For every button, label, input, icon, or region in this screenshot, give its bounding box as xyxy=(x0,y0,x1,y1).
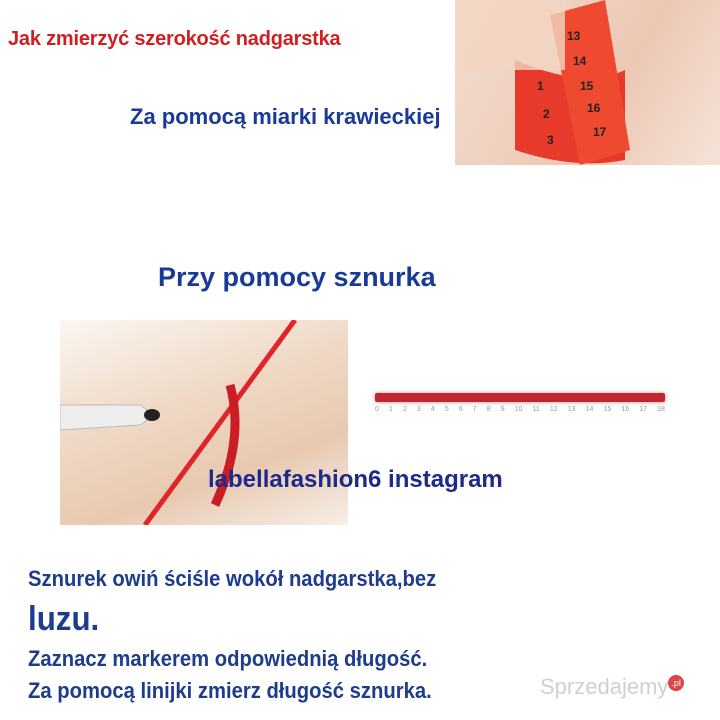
ruler-tick-label: 15 xyxy=(603,406,612,413)
tape-number: 17 xyxy=(593,125,607,139)
instagram-handle: labellafashion6 instagram xyxy=(208,466,503,493)
page-title: Jak zmierzyć szerokość nadgarstka xyxy=(8,28,341,50)
ruler-ticks xyxy=(375,406,665,413)
watermark xyxy=(540,674,684,700)
string-illustration xyxy=(60,320,348,525)
tape-number: 3 xyxy=(547,133,554,147)
ruler-tick-label: 0 xyxy=(375,406,379,413)
tape-number: 15 xyxy=(580,79,594,93)
ruler-tick-label: 12 xyxy=(549,406,558,413)
tape-measure-photo xyxy=(455,0,720,165)
ruler-tick-label: 17 xyxy=(639,406,647,413)
ruler-tick-label: 11 xyxy=(532,406,540,413)
ruler-tick-label: 13 xyxy=(567,406,576,413)
ruler-tick-label: 7 xyxy=(472,406,477,413)
ruler-tick-label: 3 xyxy=(416,406,421,413)
string-on-ruler xyxy=(375,393,665,402)
instruction-line: Zaznacz markerem odpowiednią długość. xyxy=(28,646,428,671)
tape-method-label: Za pomocą miarki krawieckiej xyxy=(130,104,441,129)
instruction-line: Sznurek owiń ściśle wokół nadgarstka,bez xyxy=(28,566,437,591)
tape-number: 16 xyxy=(587,101,601,115)
ruler-tick-label: 16 xyxy=(621,406,630,413)
ruler-tick-label: 9 xyxy=(500,406,505,413)
ruler-tick-label: 18 xyxy=(657,406,665,413)
ruler-tick-label: 6 xyxy=(458,406,463,413)
watermark-badge: .pl xyxy=(668,675,684,691)
tape-number: 14 xyxy=(573,54,587,68)
tape-measure-illustration xyxy=(455,0,720,165)
ruler-tick-label: 1 xyxy=(388,406,393,413)
ruler-tick-label: 8 xyxy=(486,406,491,413)
ruler-tick-label: 4 xyxy=(430,406,435,413)
ruler-tick-label: 2 xyxy=(402,406,407,413)
ruler-tick-label: 14 xyxy=(585,406,594,413)
ruler-tick-label: 5 xyxy=(444,406,449,413)
tape-number: 1 xyxy=(537,79,544,93)
tape-number: 13 xyxy=(567,29,581,43)
ruler xyxy=(375,393,665,413)
ruler-tick-label: 10 xyxy=(514,406,523,413)
tape-number: 2 xyxy=(543,107,550,121)
watermark-text: Sprzedajemy xyxy=(540,674,669,699)
string-method-label: Przy pomocy sznurka xyxy=(158,262,436,292)
instruction-line: luzu. xyxy=(28,600,100,638)
string-wrist-photo xyxy=(60,320,348,525)
instruction-line: Za pomocą linijki zmierz długość sznurka. xyxy=(28,678,432,703)
